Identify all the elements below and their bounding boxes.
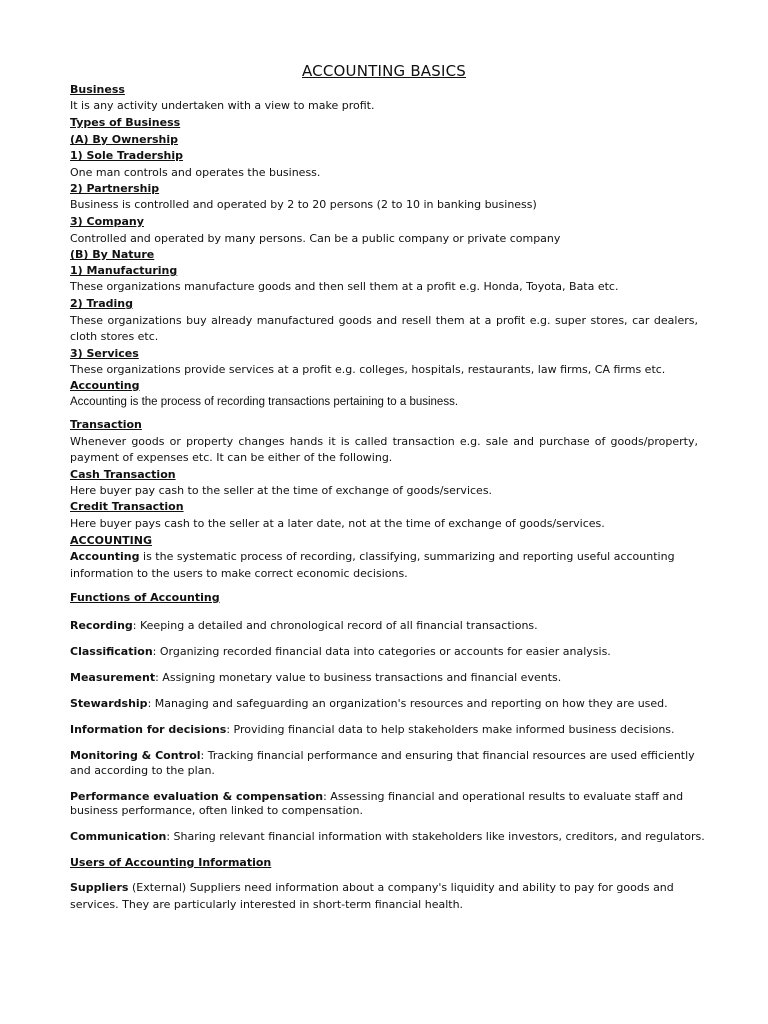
company-text: Controlled and operated by many persons. Can be a public company or private company <box>70 232 561 245</box>
function-term: Measurement <box>70 671 156 684</box>
page-title: ACCOUNTING BASICS <box>301 62 467 80</box>
function-term: Monitoring & Control <box>70 749 201 762</box>
accounting-intro-text: Accounting is the process of recording transactions pertaining to a business. <box>70 396 459 408</box>
function-term: Performance evaluation & compensation <box>70 790 324 803</box>
function-performance-evaluation-line-2: business performance, often linked to compensation. <box>70 804 363 817</box>
heading-users-of-accounting-information: Users of Accounting Information <box>70 856 272 869</box>
function-term: Classification <box>70 645 153 658</box>
suppliers-term: Suppliers <box>70 881 129 894</box>
heading-by-ownership: (A) By Ownership <box>70 133 179 146</box>
transaction-text-line-1: Whenever goods or property changes hands it is called transaction e.g. sale and purchase of goods/property, <box>70 435 698 448</box>
heading-manufacturing: 1) Manufacturing <box>70 264 178 277</box>
function-desc: : Assigning monetary value to business transactions and financial events. <box>155 671 562 684</box>
users-suppliers-line-2: services. They are particularly interested in short-term financial health. <box>70 898 464 911</box>
function-desc: : Assessing financial and operational results to evaluate staff and <box>323 790 684 803</box>
function-desc: : Tracking financial performance and ensuring that financial resources are used efficiently <box>200 749 695 762</box>
heading-partnership: 2) Partnership <box>70 182 160 195</box>
sole-tradership-text: One man controls and operates the business. <box>70 166 321 179</box>
heading-sole-tradership: 1) Sole Tradership <box>70 149 183 162</box>
accounting-definition-text: is the systematic process of recording, classifying, summarizing and reporting useful accounting <box>139 550 675 563</box>
function-term: Information for decisions <box>70 723 227 736</box>
partnership-text: Business is controlled and operated by 2 to 20 persons (2 to 10 in banking business) <box>70 198 537 211</box>
heading-accounting-intro: Accounting <box>70 379 140 392</box>
accounting-term: Accounting <box>70 550 140 563</box>
function-term: Stewardship <box>70 697 148 710</box>
heading-types-of-business: Types of Business <box>70 116 181 129</box>
function-term: Recording <box>70 619 133 632</box>
services-text: These organizations provide services at a profit e.g. colleges, hospitals, restaurants, law firms, CA firms etc. <box>70 363 666 376</box>
heading-by-nature: (B) By Nature <box>70 248 155 261</box>
function-stewardship <box>70 696 698 712</box>
function-desc: : Managing and safeguarding an organization's resources and reporting on how they are used. <box>147 697 668 710</box>
heading-trading: 2) Trading <box>70 297 134 310</box>
accounting-definition-line-1 <box>70 549 698 565</box>
heading-cash-transaction: Cash Transaction <box>70 468 176 481</box>
heading-accounting-definition: ACCOUNTING <box>70 534 152 547</box>
heading-services: 3) Services <box>70 347 139 360</box>
business-definition: It is any activity undertaken with a view to make profit. <box>70 99 375 112</box>
function-desc: : Providing financial data to help stakeholders make informed business decisions. <box>226 723 675 736</box>
function-term: Communication <box>70 830 167 843</box>
function-communication <box>70 829 705 845</box>
credit-transaction-text: Here buyer pays cash to the seller at a later date, not at the time of exchange of goods/services. <box>70 517 605 530</box>
function-monitoring-control <box>70 748 698 764</box>
manufacturing-text: These organizations manufacture goods and then sell them at a profit e.g. Honda, Toyota, Bata etc. <box>70 280 619 293</box>
function-desc: : Sharing relevant financial information with stakeholders like investors, creditors, and regulators. <box>166 830 705 843</box>
heading-functions-of-accounting: Functions of Accounting <box>70 591 220 604</box>
function-monitoring-control-line-2: and according to the plan. <box>70 764 215 777</box>
suppliers-text: (External) Suppliers need information about a company's liquidity and ability to pay for goods and <box>128 881 674 894</box>
users-suppliers-line-1 <box>70 880 698 896</box>
function-desc: : Keeping a detailed and chronological record of all financial transactions. <box>132 619 538 632</box>
accounting-definition-line-2: information to the users to make correct economic decisions. <box>70 567 408 580</box>
heading-credit-transaction: Credit Transaction <box>70 500 184 513</box>
function-information-for-decisions <box>70 722 698 738</box>
function-classification <box>70 644 698 660</box>
function-measurement <box>70 670 698 686</box>
function-desc: : Organizing recorded financial data into categories or accounts for easier analysis. <box>152 645 611 658</box>
trading-text-line-1: These organizations buy already manufactured goods and resell them at a profit e.g. super stores, car dealers, <box>70 314 698 327</box>
transaction-text-line-2: payment of expenses etc. It can be either of the following. <box>70 451 393 464</box>
function-recording <box>70 618 698 634</box>
heading-business: Business <box>70 83 125 96</box>
heading-company: 3) Company <box>70 215 144 228</box>
cash-transaction-text: Here buyer pay cash to the seller at the time of exchange of goods/services. <box>70 484 493 497</box>
trading-text-line-2: cloth stores etc. <box>70 330 159 343</box>
heading-transaction: Transaction <box>70 418 142 431</box>
